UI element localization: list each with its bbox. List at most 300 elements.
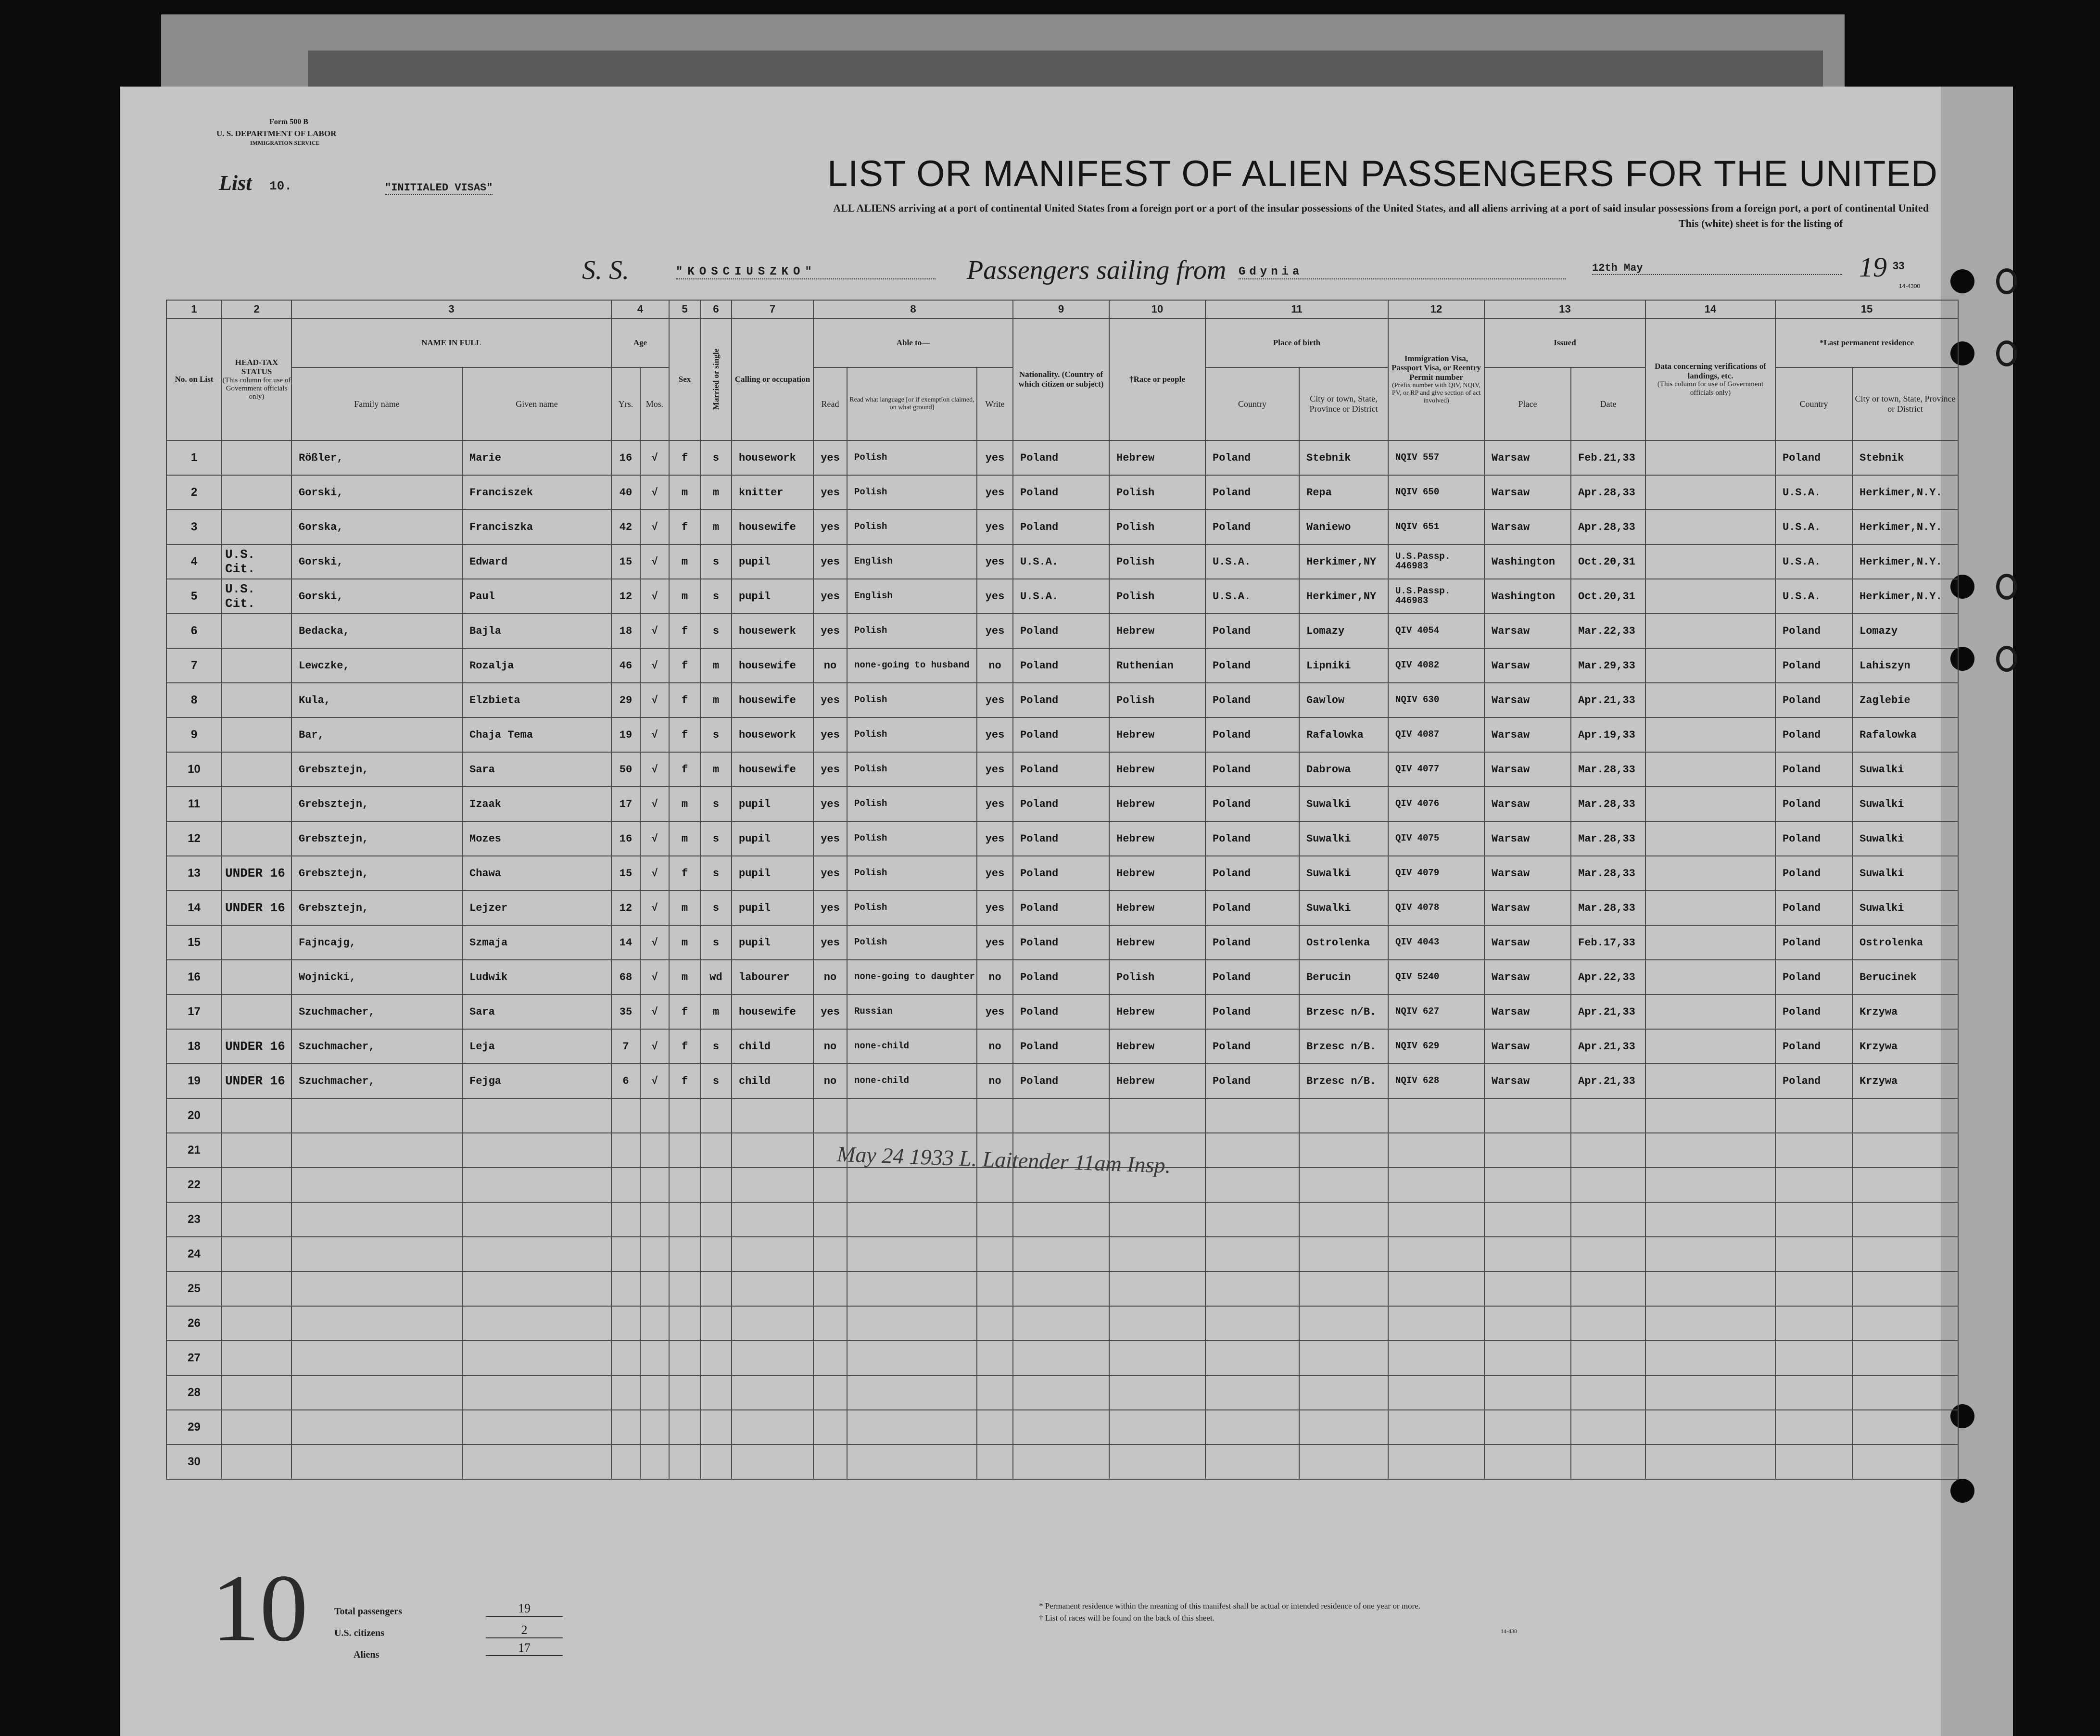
issue-place: Warsaw (1484, 925, 1571, 960)
row-number: 5 (166, 579, 222, 614)
issue-date: Apr.28,33 (1571, 510, 1645, 544)
empty-cell (222, 1271, 291, 1306)
occupation: child (732, 1064, 813, 1098)
nationality: Poland (1013, 925, 1109, 960)
empty-cell (1205, 1271, 1299, 1306)
empty-cell (462, 1237, 611, 1271)
hdr-birth-country: Country (1205, 367, 1299, 440)
empty-cell (1645, 1306, 1775, 1341)
empty-cell (611, 1237, 640, 1271)
empty-cell (1645, 1237, 1775, 1271)
table-row (166, 717, 1958, 752)
row-number: 27 (166, 1341, 222, 1375)
issue-date: Apr.21,33 (1571, 683, 1645, 717)
empty-cell (847, 1168, 977, 1202)
empty-cell (1775, 1306, 1852, 1341)
form-number: Form 500 B (269, 118, 308, 126)
col-num: 13 (1484, 300, 1645, 318)
hdr-res-city: City or town, State, Province or District (1852, 367, 1958, 440)
empty-cell (1484, 1133, 1571, 1168)
empty-cell (977, 1168, 1013, 1202)
empty-cell (813, 1445, 847, 1479)
empty-cell (1299, 1410, 1388, 1445)
table-row (166, 510, 1958, 544)
hdr-data-verif-title: Data concerning verifications of landings, etc. (1655, 362, 1766, 380)
sex: f (669, 994, 700, 1029)
race: Polish (1109, 544, 1205, 579)
birth-country: Poland (1205, 821, 1299, 856)
table-row-empty (166, 1202, 1958, 1237)
form-code: 14-4300 (1899, 283, 1921, 289)
nationality: Poland (1013, 510, 1109, 544)
residence-city: Krzywa (1852, 994, 1958, 1029)
head-tax-status: U.S. Cit. (222, 579, 291, 614)
age-years: 14 (611, 925, 640, 960)
sex: f (669, 648, 700, 683)
age-months: √ (640, 440, 669, 475)
can-write: yes (977, 717, 1013, 752)
nationality: Poland (1013, 856, 1109, 891)
age-years: 50 (611, 752, 640, 787)
empty-cell (1013, 1410, 1109, 1445)
given-name: Rozalja (462, 648, 611, 683)
birth-country: U.S.A. (1205, 579, 1299, 614)
empty-cell (1775, 1202, 1852, 1237)
birth-country: Poland (1205, 648, 1299, 683)
empty-cell (1571, 1341, 1645, 1375)
empty-cell (1299, 1375, 1388, 1410)
empty-cell (1299, 1237, 1388, 1271)
col-num: 15 (1775, 300, 1958, 318)
empty-cell (1645, 1410, 1775, 1445)
age-years: 12 (611, 891, 640, 925)
sex: m (669, 821, 700, 856)
can-read: yes (813, 752, 847, 787)
residence-country: Poland (1775, 614, 1852, 648)
table-row (166, 1029, 1958, 1064)
residence-country: Poland (1775, 925, 1852, 960)
hdr-issued-place: Place (1484, 367, 1571, 440)
empty-cell (640, 1341, 669, 1375)
table-row (166, 856, 1958, 891)
occupation: housewife (732, 683, 813, 717)
marital-status: s (700, 925, 732, 960)
row-number: 4 (166, 544, 222, 579)
residence-city: Berucinek (1852, 960, 1958, 994)
departure-date: 12th May (1592, 262, 1842, 275)
empty-cell (611, 1271, 640, 1306)
issue-date: Apr.28,33 (1571, 475, 1645, 510)
table-row (166, 994, 1958, 1029)
occupation: pupil (732, 925, 813, 960)
empty-cell (1109, 1202, 1205, 1237)
residence-city: Suwalki (1852, 821, 1958, 856)
hdr-res-country: Country (1775, 367, 1852, 440)
empty-cell (1852, 1271, 1958, 1306)
empty-cell (732, 1375, 813, 1410)
marital-status: m (700, 510, 732, 544)
col-num: 4 (611, 300, 669, 318)
birth-city: Lomazy (1299, 614, 1388, 648)
empty-cell (669, 1237, 700, 1271)
empty-cell (1388, 1271, 1484, 1306)
age-years: 12 (611, 579, 640, 614)
hdr-issued: Issued (1484, 318, 1645, 367)
hdr-place-of-birth: Place of birth (1205, 318, 1388, 367)
birth-country: U.S.A. (1205, 544, 1299, 579)
residence-country: Poland (1775, 1029, 1852, 1064)
age-months: √ (640, 717, 669, 752)
issue-place: Warsaw (1484, 648, 1571, 683)
row-number: 16 (166, 960, 222, 994)
head-tax-status: UNDER 16 (222, 1029, 291, 1064)
residence-city: Suwalki (1852, 787, 1958, 821)
residence-country: Poland (1775, 683, 1852, 717)
marital-status: m (700, 994, 732, 1029)
occupation: pupil (732, 821, 813, 856)
empty-cell (1299, 1306, 1388, 1341)
data-verification (1645, 475, 1775, 510)
read-language: none-going to daughter (847, 960, 977, 994)
birth-city: Stebnik (1299, 440, 1388, 475)
empty-cell (1013, 1202, 1109, 1237)
can-read: yes (813, 579, 847, 614)
empty-cell (462, 1168, 611, 1202)
empty-cell (700, 1237, 732, 1271)
given-name: Franciszka (462, 510, 611, 544)
data-verification (1645, 717, 1775, 752)
empty-cell (1645, 1445, 1775, 1479)
can-write: yes (977, 544, 1013, 579)
given-name: Sara (462, 994, 611, 1029)
marital-status: s (700, 1064, 732, 1098)
empty-cell (669, 1410, 700, 1445)
marital-status: s (700, 787, 732, 821)
empty-cell (1645, 1133, 1775, 1168)
issue-date: Feb.17,33 (1571, 925, 1645, 960)
empty-cell (669, 1445, 700, 1479)
read-language: Polish (847, 683, 977, 717)
row-number: 29 (166, 1410, 222, 1445)
residence-city: Zaglebie (1852, 683, 1958, 717)
empty-cell (1299, 1445, 1388, 1479)
empty-cell (222, 1341, 291, 1375)
hdr-name-in-full: NAME IN FULL (291, 318, 611, 367)
age-months: √ (640, 614, 669, 648)
empty-cell (813, 1306, 847, 1341)
empty-cell (611, 1168, 640, 1202)
issue-date: Feb.21,33 (1571, 440, 1645, 475)
sex: f (669, 510, 700, 544)
race: Hebrew (1109, 752, 1205, 787)
nationality: Poland (1013, 475, 1109, 510)
residence-country: Poland (1775, 821, 1852, 856)
hdr-visa-note: (Prefix number with QIV, NQIV, PV, or RP and give section of act involved) (1392, 382, 1481, 405)
empty-cell (1388, 1375, 1484, 1410)
row-number: 20 (166, 1098, 222, 1133)
race: Hebrew (1109, 440, 1205, 475)
family-name: Wojnicki, (291, 960, 462, 994)
birth-city: Suwalki (1299, 821, 1388, 856)
inspector-annotation: May 24 1933 L. Laitender 11am Insp. (836, 1141, 1171, 1178)
head-tax-status (222, 925, 291, 960)
empty-cell (1299, 1168, 1388, 1202)
occupation: pupil (732, 787, 813, 821)
hdr-nationality: Nationality. (Country of which citizen or subject) (1013, 318, 1109, 440)
visa-number: QIV 4079 (1388, 856, 1484, 891)
visa-number: NQIV 651 (1388, 510, 1484, 544)
residence-city: Lahiszyn (1852, 648, 1958, 683)
row-number: 8 (166, 683, 222, 717)
table-row (166, 891, 1958, 925)
birth-country: Poland (1205, 1064, 1299, 1098)
empty-cell (1299, 1271, 1388, 1306)
data-verification (1645, 544, 1775, 579)
table-row-empty (166, 1445, 1958, 1479)
race: Polish (1109, 579, 1205, 614)
manifest-table (166, 300, 1959, 1480)
data-verification (1645, 821, 1775, 856)
empty-cell (462, 1375, 611, 1410)
empty-cell (1852, 1202, 1958, 1237)
empty-cell (1852, 1237, 1958, 1271)
row-number: 3 (166, 510, 222, 544)
family-name: Szuchmacher, (291, 994, 462, 1029)
sex: f (669, 856, 700, 891)
age-months: √ (640, 544, 669, 579)
empty-cell (1645, 1341, 1775, 1375)
hdr-married (700, 318, 732, 440)
can-write: yes (977, 510, 1013, 544)
binder-hole (1950, 269, 1974, 293)
visa-number: QIV 4077 (1388, 752, 1484, 787)
row-number: 23 (166, 1202, 222, 1237)
residence-country: U.S.A. (1775, 579, 1852, 614)
data-verification (1645, 752, 1775, 787)
empty-cell (813, 1237, 847, 1271)
birth-country: Poland (1205, 717, 1299, 752)
col-num: 5 (669, 300, 700, 318)
empty-cell (640, 1098, 669, 1133)
hdr-mos: Mos. (640, 367, 669, 440)
header-row-1 (166, 318, 1958, 367)
empty-cell (1205, 1237, 1299, 1271)
age-months: √ (640, 683, 669, 717)
data-verification (1645, 856, 1775, 891)
can-read: yes (813, 440, 847, 475)
age-years: 18 (611, 614, 640, 648)
age-months: √ (640, 648, 669, 683)
empty-cell (1299, 1098, 1388, 1133)
hdr-married-text: Married or single (711, 349, 721, 410)
hdr-visa (1388, 318, 1484, 440)
table-row (166, 960, 1958, 994)
row-number: 12 (166, 821, 222, 856)
can-write: no (977, 648, 1013, 683)
departure-port: Gdynia (1239, 265, 1566, 279)
marital-status: s (700, 614, 732, 648)
nationality: Poland (1013, 960, 1109, 994)
hdr-head-tax-title: HEAD-TAX STATUS (235, 357, 278, 377)
hdr-birth-city: City or town, State, Province or District (1299, 367, 1388, 440)
empty-cell (1388, 1133, 1484, 1168)
family-name: Grebsztejn, (291, 787, 462, 821)
empty-cell (462, 1445, 611, 1479)
occupation: housewerk (732, 614, 813, 648)
given-name: Izaak (462, 787, 611, 821)
hdr-head-tax-note: (This column for use of Government officials only) (222, 376, 291, 401)
age-years: 6 (611, 1064, 640, 1098)
residence-country: Poland (1775, 891, 1852, 925)
read-language: none-child (847, 1029, 977, 1064)
year-prefix: 19 (1859, 252, 1887, 283)
row-number: 26 (166, 1306, 222, 1341)
hdr-write: Write (977, 367, 1013, 440)
binder-ring (1996, 340, 2017, 366)
nationality: Poland (1013, 683, 1109, 717)
empty-cell (669, 1133, 700, 1168)
birth-city: Herkimer,NY (1299, 544, 1388, 579)
visa-number: NQIV 630 (1388, 683, 1484, 717)
residence-country: Poland (1775, 1064, 1852, 1098)
race: Polish (1109, 510, 1205, 544)
table-row (166, 475, 1958, 510)
marital-status: m (700, 683, 732, 717)
issue-date: Mar.28,33 (1571, 787, 1645, 821)
can-write: no (977, 1064, 1013, 1098)
empty-cell (700, 1341, 732, 1375)
empty-cell (732, 1133, 813, 1168)
empty-cell (291, 1410, 462, 1445)
residence-country: U.S.A. (1775, 510, 1852, 544)
empty-cell (732, 1202, 813, 1237)
data-verification (1645, 648, 1775, 683)
birth-city: Brzesc n/B. (1299, 1064, 1388, 1098)
table-row (166, 1064, 1958, 1098)
age-months: √ (640, 1029, 669, 1064)
occupation: knitter (732, 475, 813, 510)
row-number: 21 (166, 1133, 222, 1168)
residence-country: Poland (1775, 752, 1852, 787)
sex: m (669, 960, 700, 994)
empty-cell (1571, 1202, 1645, 1237)
empty-cell (1299, 1202, 1388, 1237)
birth-city: Berucin (1299, 960, 1388, 994)
table-row-empty (166, 1341, 1958, 1375)
row-number: 30 (166, 1445, 222, 1479)
row-number: 15 (166, 925, 222, 960)
occupation: housework (732, 717, 813, 752)
empty-cell (611, 1133, 640, 1168)
empty-cell (1571, 1410, 1645, 1445)
empty-cell (1484, 1341, 1571, 1375)
issue-place: Warsaw (1484, 856, 1571, 891)
empty-cell (611, 1202, 640, 1237)
empty-cell (700, 1271, 732, 1306)
empty-cell (1205, 1098, 1299, 1133)
empty-cell (611, 1410, 640, 1445)
col-num: 14 (1645, 300, 1775, 318)
column-number-row (166, 300, 1958, 318)
birth-country: Poland (1205, 994, 1299, 1029)
issue-place: Warsaw (1484, 1064, 1571, 1098)
empty-cell (1388, 1237, 1484, 1271)
age-years: 29 (611, 683, 640, 717)
residence-city: Suwalki (1852, 752, 1958, 787)
nationality: Poland (1013, 1064, 1109, 1098)
occupation: labourer (732, 960, 813, 994)
manifest-title: LIST OR MANIFEST OF ALIEN PASSENGERS FOR THE UNITED (827, 153, 1938, 194)
head-tax-status (222, 994, 291, 1029)
row-number: 25 (166, 1271, 222, 1306)
can-read: no (813, 1029, 847, 1064)
empty-cell (732, 1271, 813, 1306)
empty-cell (1852, 1098, 1958, 1133)
given-name: Leja (462, 1029, 611, 1064)
race: Polish (1109, 683, 1205, 717)
age-years: 19 (611, 717, 640, 752)
visa-number: QIV 4078 (1388, 891, 1484, 925)
head-tax-status: U.S. Cit. (222, 544, 291, 579)
empty-cell (1571, 1237, 1645, 1271)
binder-ring (1996, 268, 2017, 294)
residence-city: Stebnik (1852, 440, 1958, 475)
race: Hebrew (1109, 821, 1205, 856)
empty-cell (291, 1098, 462, 1133)
col-num: 7 (732, 300, 813, 318)
issue-place: Warsaw (1484, 440, 1571, 475)
age-months: √ (640, 1064, 669, 1098)
empty-cell (813, 1341, 847, 1375)
empty-cell (977, 1445, 1013, 1479)
occupation: housewife (732, 994, 813, 1029)
issue-place: Warsaw (1484, 960, 1571, 994)
empty-cell (669, 1168, 700, 1202)
read-language: Polish (847, 925, 977, 960)
empty-cell (291, 1341, 462, 1375)
visa-number: NQIV 628 (1388, 1064, 1484, 1098)
empty-cell (222, 1237, 291, 1271)
empty-cell (977, 1098, 1013, 1133)
issue-place: Warsaw (1484, 891, 1571, 925)
empty-cell (291, 1237, 462, 1271)
can-write: no (977, 1029, 1013, 1064)
hdr-no-on-list: No. on List (166, 318, 222, 440)
read-language: Polish (847, 752, 977, 787)
residence-city: Suwalki (1852, 856, 1958, 891)
can-write: yes (977, 440, 1013, 475)
given-name: Sara (462, 752, 611, 787)
empty-cell (847, 1202, 977, 1237)
empty-cell (1571, 1306, 1645, 1341)
head-tax-status (222, 440, 291, 475)
empty-cell (291, 1375, 462, 1410)
residence-country: Poland (1775, 994, 1852, 1029)
age-years: 17 (611, 787, 640, 821)
occupation: housewife (732, 648, 813, 683)
row-number: 14 (166, 891, 222, 925)
birth-country: Poland (1205, 614, 1299, 648)
birth-country: Poland (1205, 752, 1299, 787)
birth-city: Brzesc n/B. (1299, 994, 1388, 1029)
empty-cell (1205, 1375, 1299, 1410)
family-name: Rößler, (291, 440, 462, 475)
age-months: √ (640, 510, 669, 544)
empty-cell (1013, 1306, 1109, 1341)
col-num: 10 (1109, 300, 1205, 318)
read-language: English (847, 579, 977, 614)
age-years: 68 (611, 960, 640, 994)
